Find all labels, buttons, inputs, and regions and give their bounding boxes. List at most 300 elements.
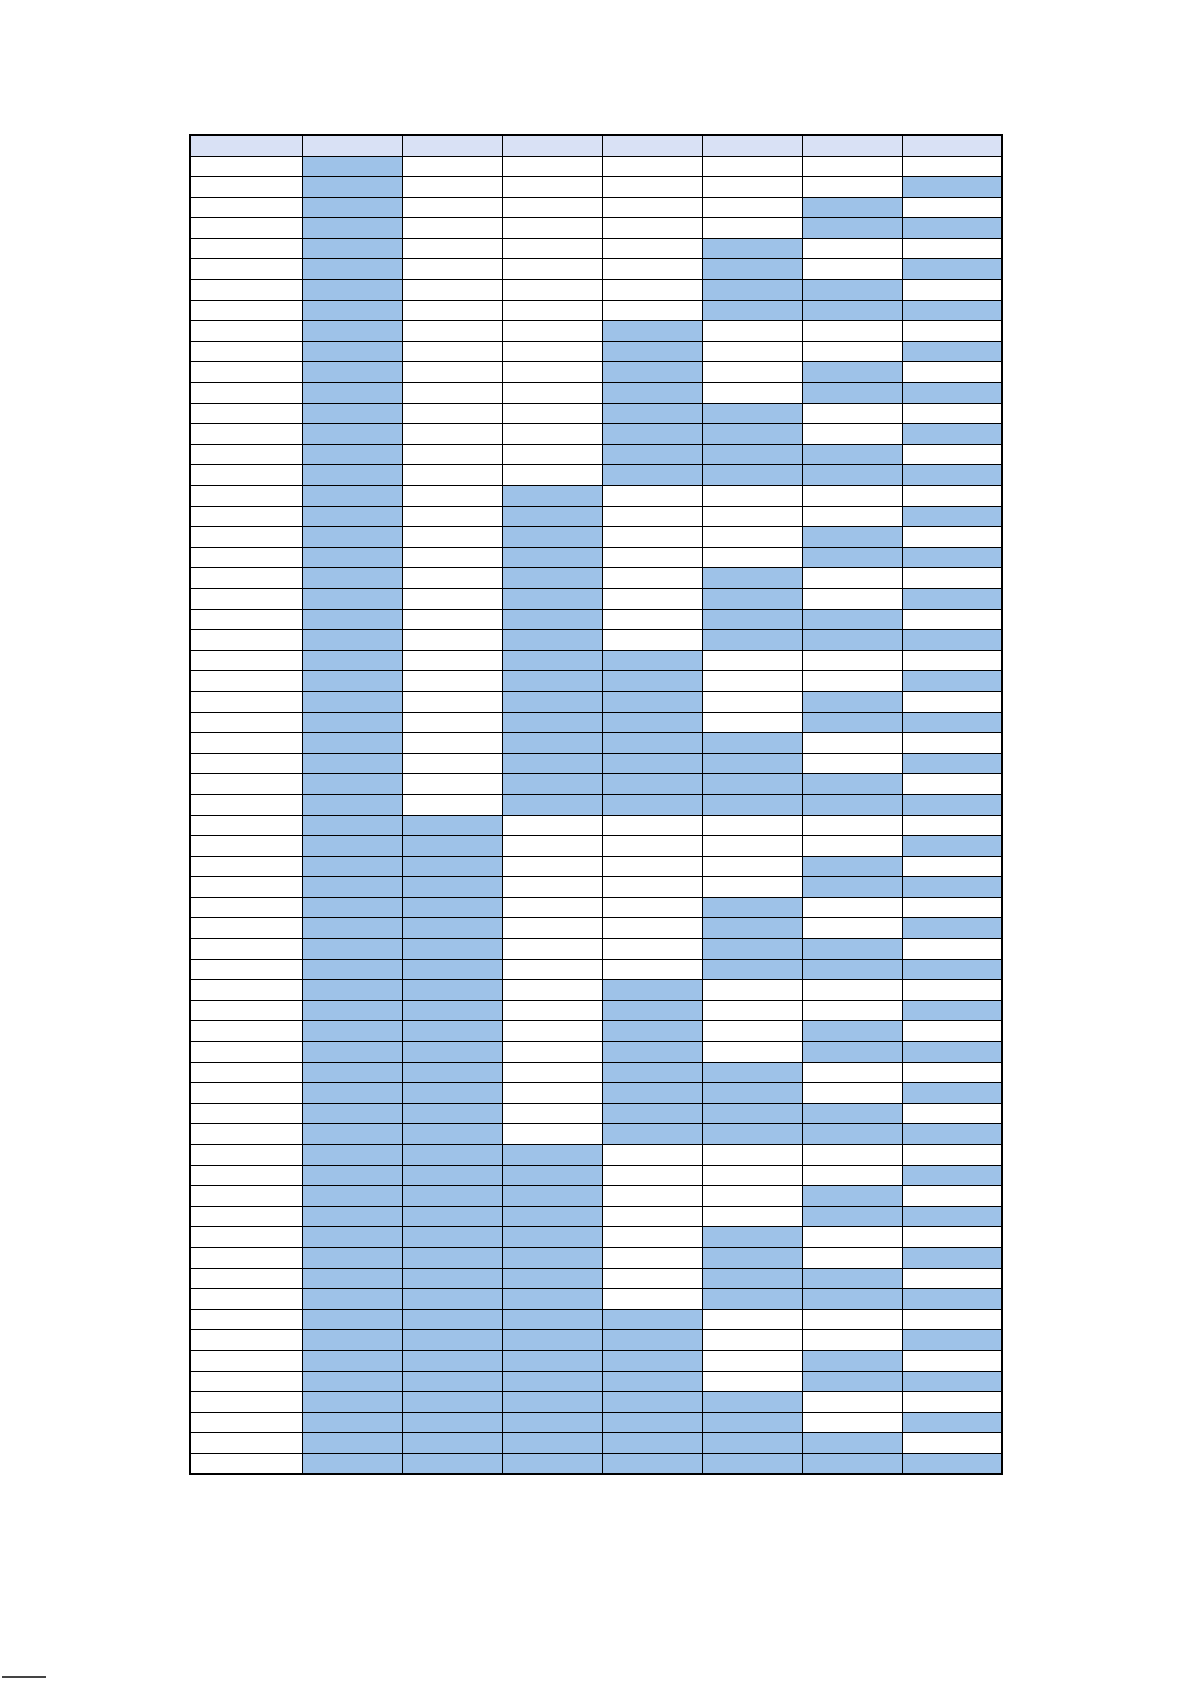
filled-cell: [902, 383, 1002, 404]
filled-cell: [902, 959, 1002, 980]
table-row: [190, 321, 1002, 342]
filled-cell: [302, 609, 402, 630]
filled-cell: [702, 259, 802, 280]
row-label-cell: [190, 733, 302, 754]
empty-cell: [902, 939, 1002, 960]
empty-cell: [702, 980, 802, 1001]
empty-cell: [802, 177, 902, 198]
row-label-cell: [190, 259, 302, 280]
row-label-cell: [190, 156, 302, 177]
filled-cell: [402, 1186, 502, 1207]
table-row: [190, 1206, 1002, 1227]
filled-cell: [902, 1330, 1002, 1351]
empty-cell: [502, 856, 602, 877]
row-label-cell: [190, 197, 302, 218]
table-row: [190, 815, 1002, 836]
empty-cell: [902, 527, 1002, 548]
filled-cell: [302, 959, 402, 980]
empty-cell: [502, 1021, 602, 1042]
filled-cell: [602, 1021, 702, 1042]
empty-cell: [902, 856, 1002, 877]
table-row: [190, 300, 1002, 321]
filled-cell: [802, 609, 902, 630]
empty-cell: [902, 238, 1002, 259]
table-row: [190, 588, 1002, 609]
empty-cell: [902, 1350, 1002, 1371]
filled-cell: [602, 321, 702, 342]
row-label-cell: [190, 1330, 302, 1351]
empty-cell: [802, 650, 902, 671]
empty-cell: [402, 588, 502, 609]
empty-cell: [902, 1309, 1002, 1330]
empty-cell: [702, 1309, 802, 1330]
empty-cell: [402, 321, 502, 342]
filled-cell: [802, 280, 902, 301]
empty-cell: [502, 836, 602, 857]
filled-cell: [402, 1453, 502, 1474]
filled-cell: [802, 300, 902, 321]
empty-cell: [702, 877, 802, 898]
table-header: [190, 135, 1002, 156]
filled-cell: [802, 939, 902, 960]
empty-cell: [402, 238, 502, 259]
empty-cell: [802, 341, 902, 362]
filled-cell: [302, 630, 402, 651]
filled-cell: [502, 1309, 602, 1330]
empty-cell: [802, 980, 902, 1001]
table-row: [190, 733, 1002, 754]
filled-cell: [502, 1392, 602, 1413]
filled-cell: [402, 1103, 502, 1124]
filled-cell: [902, 753, 1002, 774]
filled-cell: [602, 691, 702, 712]
filled-cell: [802, 691, 902, 712]
row-label-cell: [190, 836, 302, 857]
empty-cell: [802, 486, 902, 507]
empty-cell: [602, 1165, 702, 1186]
filled-cell: [702, 1083, 802, 1104]
table-row: [190, 650, 1002, 671]
filled-cell: [402, 1289, 502, 1310]
empty-cell: [902, 980, 1002, 1001]
filled-cell: [702, 1392, 802, 1413]
row-label-cell: [190, 300, 302, 321]
table-row: [190, 1062, 1002, 1083]
empty-cell: [802, 1392, 902, 1413]
empty-cell: [402, 733, 502, 754]
filled-cell: [302, 321, 402, 342]
row-label-cell: [190, 712, 302, 733]
header-cell: [602, 135, 702, 156]
empty-cell: [602, 238, 702, 259]
filled-cell: [402, 897, 502, 918]
filled-cell: [402, 1042, 502, 1063]
table-row: [190, 1289, 1002, 1310]
empty-cell: [702, 527, 802, 548]
filled-cell: [302, 156, 402, 177]
filled-cell: [502, 1453, 602, 1474]
filled-cell: [302, 671, 402, 692]
table-row: [190, 1453, 1002, 1474]
empty-cell: [402, 383, 502, 404]
filled-cell: [902, 506, 1002, 527]
filled-cell: [702, 465, 802, 486]
table-row: [190, 1309, 1002, 1330]
empty-cell: [702, 197, 802, 218]
filled-cell: [902, 1042, 1002, 1063]
row-label-cell: [190, 1042, 302, 1063]
empty-cell: [402, 197, 502, 218]
empty-cell: [802, 733, 902, 754]
row-label-cell: [190, 486, 302, 507]
filled-cell: [702, 403, 802, 424]
filled-cell: [802, 547, 902, 568]
filled-cell: [502, 712, 602, 733]
empty-cell: [402, 630, 502, 651]
empty-cell: [602, 547, 702, 568]
row-label-cell: [190, 897, 302, 918]
filled-cell: [902, 1412, 1002, 1433]
filled-cell: [802, 197, 902, 218]
filled-cell: [902, 918, 1002, 939]
filled-cell: [302, 341, 402, 362]
row-label-cell: [190, 671, 302, 692]
empty-cell: [402, 712, 502, 733]
filled-cell: [602, 1124, 702, 1145]
filled-cell: [702, 424, 802, 445]
empty-cell: [502, 1103, 602, 1124]
filled-cell: [502, 1145, 602, 1166]
empty-cell: [502, 238, 602, 259]
filled-cell: [402, 1124, 502, 1145]
row-label-cell: [190, 794, 302, 815]
filled-cell: [502, 527, 602, 548]
table-row: [190, 897, 1002, 918]
empty-cell: [602, 877, 702, 898]
empty-cell: [502, 259, 602, 280]
empty-cell: [502, 1062, 602, 1083]
filled-cell: [602, 1412, 702, 1433]
row-label-cell: [190, 383, 302, 404]
empty-cell: [402, 486, 502, 507]
header-cell: [190, 135, 302, 156]
table-row: [190, 1247, 1002, 1268]
empty-cell: [602, 836, 702, 857]
row-label-cell: [190, 650, 302, 671]
filled-cell: [702, 1247, 802, 1268]
empty-cell: [602, 1227, 702, 1248]
filled-cell: [702, 609, 802, 630]
table-row: [190, 774, 1002, 795]
row-label-cell: [190, 547, 302, 568]
empty-cell: [502, 465, 602, 486]
filled-cell: [502, 774, 602, 795]
row-label-cell: [190, 1021, 302, 1042]
empty-cell: [502, 156, 602, 177]
filled-cell: [502, 1186, 602, 1207]
table-body: [190, 156, 1002, 1474]
filled-cell: [802, 1186, 902, 1207]
empty-cell: [802, 836, 902, 857]
filled-cell: [302, 877, 402, 898]
filled-cell: [302, 1145, 402, 1166]
filled-cell: [702, 1433, 802, 1454]
table-row: [190, 1103, 1002, 1124]
row-label-cell: [190, 939, 302, 960]
empty-cell: [902, 1392, 1002, 1413]
empty-cell: [502, 383, 602, 404]
filled-cell: [902, 259, 1002, 280]
table-row: [190, 1412, 1002, 1433]
filled-cell: [502, 1268, 602, 1289]
filled-cell: [302, 238, 402, 259]
filled-cell: [802, 444, 902, 465]
filled-cell: [602, 650, 702, 671]
filled-cell: [302, 362, 402, 383]
empty-cell: [902, 774, 1002, 795]
filled-cell: [402, 1247, 502, 1268]
row-label-cell: [190, 815, 302, 836]
empty-cell: [502, 1042, 602, 1063]
row-label-cell: [190, 1453, 302, 1474]
empty-cell: [902, 568, 1002, 589]
row-label-cell: [190, 321, 302, 342]
filled-cell: [402, 939, 502, 960]
header-cell: [702, 135, 802, 156]
filled-cell: [302, 650, 402, 671]
empty-cell: [702, 856, 802, 877]
empty-cell: [702, 341, 802, 362]
row-label-cell: [190, 424, 302, 445]
table-row: [190, 609, 1002, 630]
empty-cell: [402, 362, 502, 383]
empty-cell: [602, 568, 702, 589]
filled-cell: [802, 712, 902, 733]
filled-cell: [602, 733, 702, 754]
table-row: [190, 980, 1002, 1001]
empty-cell: [702, 815, 802, 836]
filled-cell: [402, 1330, 502, 1351]
filled-cell: [302, 856, 402, 877]
filled-cell: [302, 1247, 402, 1268]
row-label-cell: [190, 588, 302, 609]
filled-cell: [802, 1206, 902, 1227]
table-row: [190, 691, 1002, 712]
table-row: [190, 877, 1002, 898]
filled-cell: [402, 836, 502, 857]
empty-cell: [602, 815, 702, 836]
empty-cell: [402, 218, 502, 239]
table-row: [190, 444, 1002, 465]
filled-cell: [302, 1268, 402, 1289]
filled-cell: [302, 939, 402, 960]
filled-cell: [702, 733, 802, 754]
row-label-cell: [190, 1186, 302, 1207]
filled-cell: [502, 1206, 602, 1227]
empty-cell: [602, 280, 702, 301]
filled-cell: [702, 588, 802, 609]
empty-cell: [502, 939, 602, 960]
empty-cell: [602, 939, 702, 960]
table-row: [190, 547, 1002, 568]
filled-cell: [602, 403, 702, 424]
table-row: [190, 794, 1002, 815]
empty-cell: [802, 424, 902, 445]
filled-cell: [402, 1000, 502, 1021]
empty-cell: [602, 300, 702, 321]
table-row: [190, 506, 1002, 527]
empty-cell: [902, 444, 1002, 465]
empty-cell: [402, 609, 502, 630]
empty-cell: [902, 156, 1002, 177]
row-label-cell: [190, 980, 302, 1001]
filled-cell: [902, 300, 1002, 321]
empty-cell: [402, 177, 502, 198]
filled-cell: [902, 877, 1002, 898]
filled-cell: [302, 300, 402, 321]
empty-cell: [602, 218, 702, 239]
table-row: [190, 1392, 1002, 1413]
filled-cell: [602, 1453, 702, 1474]
empty-cell: [902, 650, 1002, 671]
filled-cell: [402, 1268, 502, 1289]
empty-cell: [902, 1227, 1002, 1248]
empty-cell: [902, 1268, 1002, 1289]
table-row: [190, 486, 1002, 507]
empty-cell: [602, 1206, 702, 1227]
header-cell: [302, 135, 402, 156]
filled-cell: [502, 733, 602, 754]
empty-cell: [902, 1021, 1002, 1042]
filled-cell: [802, 527, 902, 548]
table-row: [190, 1124, 1002, 1145]
empty-cell: [602, 897, 702, 918]
filled-cell: [302, 465, 402, 486]
empty-cell: [702, 362, 802, 383]
filled-cell: [302, 197, 402, 218]
filled-cell: [902, 1000, 1002, 1021]
empty-cell: [902, 1186, 1002, 1207]
filled-cell: [302, 1392, 402, 1413]
filled-cell: [302, 547, 402, 568]
filled-cell: [302, 691, 402, 712]
filled-cell: [302, 1453, 402, 1474]
filled-cell: [902, 424, 1002, 445]
empty-cell: [502, 918, 602, 939]
table-row: [190, 1330, 1002, 1351]
row-label-cell: [190, 1206, 302, 1227]
filled-cell: [302, 1021, 402, 1042]
empty-cell: [402, 403, 502, 424]
empty-cell: [502, 1000, 602, 1021]
filled-cell: [802, 856, 902, 877]
filled-cell: [702, 238, 802, 259]
empty-cell: [602, 486, 702, 507]
filled-cell: [502, 1330, 602, 1351]
filled-cell: [402, 1062, 502, 1083]
filled-cell: [902, 1371, 1002, 1392]
filled-cell: [302, 1412, 402, 1433]
table-row: [190, 1268, 1002, 1289]
header-cell: [502, 135, 602, 156]
empty-cell: [602, 1247, 702, 1268]
filled-cell: [802, 1268, 902, 1289]
row-label-cell: [190, 1227, 302, 1248]
filled-cell: [302, 1103, 402, 1124]
filled-cell: [602, 362, 702, 383]
empty-cell: [402, 341, 502, 362]
filled-cell: [802, 877, 902, 898]
filled-cell: [902, 588, 1002, 609]
empty-cell: [402, 259, 502, 280]
filled-cell: [402, 877, 502, 898]
filled-cell: [402, 1433, 502, 1454]
empty-cell: [502, 177, 602, 198]
empty-cell: [502, 959, 602, 980]
filled-cell: [302, 527, 402, 548]
empty-cell: [902, 815, 1002, 836]
table-row: [190, 1165, 1002, 1186]
empty-cell: [502, 403, 602, 424]
filled-cell: [402, 1145, 502, 1166]
filled-cell: [702, 300, 802, 321]
empty-cell: [602, 630, 702, 651]
filled-cell: [302, 444, 402, 465]
filled-cell: [402, 1392, 502, 1413]
table-row: [190, 753, 1002, 774]
empty-cell: [702, 321, 802, 342]
filled-cell: [802, 362, 902, 383]
empty-cell: [702, 1000, 802, 1021]
empty-cell: [702, 1371, 802, 1392]
filled-cell: [702, 1103, 802, 1124]
filled-cell: [602, 341, 702, 362]
table-row: [190, 362, 1002, 383]
filled-cell: [902, 1453, 1002, 1474]
row-label-cell: [190, 1247, 302, 1268]
empty-cell: [502, 362, 602, 383]
filled-cell: [302, 1350, 402, 1371]
filled-cell: [902, 1083, 1002, 1104]
filled-cell: [702, 774, 802, 795]
empty-cell: [402, 794, 502, 815]
empty-cell: [902, 197, 1002, 218]
table-row: [190, 712, 1002, 733]
filled-cell: [302, 1165, 402, 1186]
empty-cell: [802, 671, 902, 692]
row-label-cell: [190, 877, 302, 898]
filled-cell: [702, 1227, 802, 1248]
empty-cell: [602, 197, 702, 218]
empty-cell: [602, 177, 702, 198]
filled-cell: [702, 1289, 802, 1310]
empty-cell: [702, 383, 802, 404]
table-row: [190, 1145, 1002, 1166]
header-cell: [802, 135, 902, 156]
empty-cell: [702, 1350, 802, 1371]
filled-cell: [602, 1000, 702, 1021]
filled-cell: [302, 733, 402, 754]
empty-cell: [802, 568, 902, 589]
row-label-cell: [190, 341, 302, 362]
row-label-cell: [190, 1350, 302, 1371]
row-label-cell: [190, 1268, 302, 1289]
empty-cell: [802, 815, 902, 836]
empty-cell: [802, 1062, 902, 1083]
filled-cell: [402, 856, 502, 877]
filled-cell: [902, 836, 1002, 857]
filled-cell: [302, 1227, 402, 1248]
